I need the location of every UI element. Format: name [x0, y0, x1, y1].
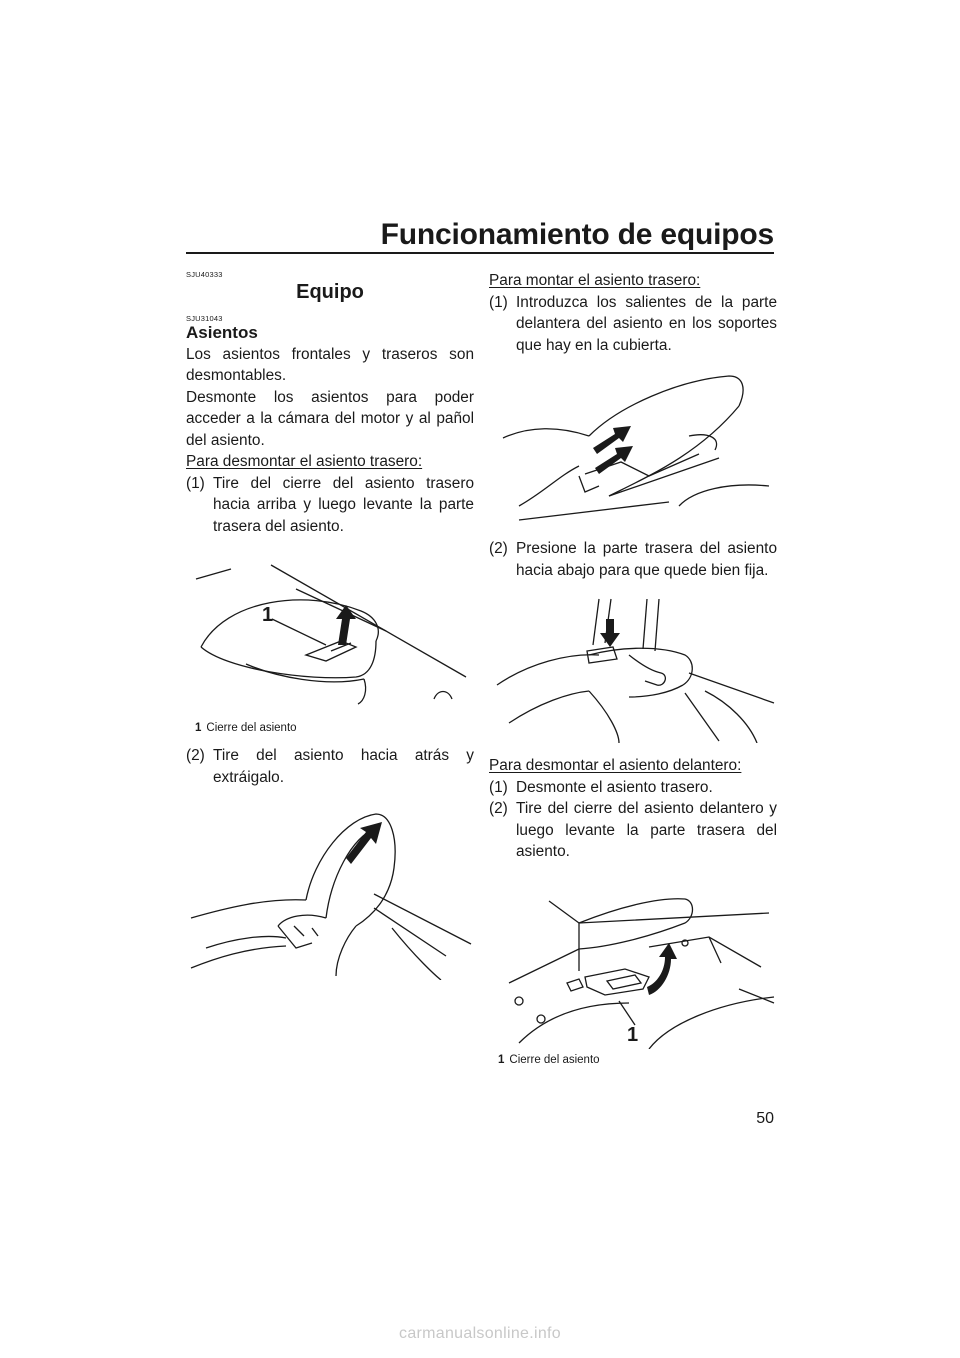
front-seat-removal-heading: Para desmontar el asiento delantero: — [489, 757, 742, 774]
rear-removal-step-1 — [186, 473, 474, 538]
step-text: Presione la parte trasera del asiento hacia abajo para que quede bien fija. — [516, 540, 777, 579]
rear-seat-pull-figure — [186, 798, 474, 980]
seat-insert-illustration — [489, 366, 777, 526]
front-seat-latch-illustration — [489, 873, 777, 1049]
seat-insert-figure — [489, 366, 777, 526]
left-column — [186, 270, 474, 980]
rear-removal-step-2 — [186, 745, 474, 788]
watermark: carmanualsonline.info — [399, 1325, 561, 1342]
title-rule — [186, 252, 774, 254]
caption-text: Cierre del asiento — [509, 1053, 600, 1066]
rear-seat-latch-illustration — [186, 559, 474, 711]
step-number: (1) — [489, 778, 508, 796]
access-paragraph: Desmonte los asientos para poder acceder a la cámara del motor y al pañol del asiento. — [186, 388, 474, 449]
front-removal-step-1 — [489, 777, 777, 799]
rear-seat-latch-figure — [186, 559, 474, 735]
caption-number: 1 — [498, 1053, 505, 1066]
install-step-1 — [489, 292, 777, 357]
step-number: (2) — [489, 800, 508, 817]
seat-press-figure — [489, 593, 777, 743]
figure-callout-number: 1 — [262, 604, 274, 626]
section-title: Equipo — [296, 281, 364, 303]
subsection-code: SJU31043 — [186, 313, 223, 323]
figure-caption — [195, 721, 474, 735]
figure-caption — [498, 1053, 777, 1067]
rear-seat-removal-heading: Para desmontar el asiento trasero: — [186, 453, 423, 470]
step-number: (1) — [489, 293, 508, 311]
right-column — [489, 270, 777, 1067]
section-code: SJU40333 — [186, 270, 223, 279]
step-text: Desmonte el asiento trasero. — [516, 778, 713, 796]
figure-callout-number: 1 — [627, 1023, 639, 1046]
step-text: Tire del cierre del asiento delantero y luego levante la parte trasera del asiento. — [516, 800, 777, 860]
caption-text: Cierre del asiento — [206, 722, 297, 734]
page-number: 50 — [756, 1110, 774, 1127]
intro-paragraph: Los asientos frontales y traseros son desmontables. — [186, 345, 474, 384]
front-seat-latch-figure — [489, 873, 777, 1067]
step-number: (2) — [489, 540, 508, 557]
step-text: Tire del cierre del asiento trasero hacia arriba y luego levante la parte trasera del asiento. — [213, 474, 474, 535]
step-text: Introduzca los salientes de la parte delantera del asiento en los soportes que hay en la cubierta. — [516, 293, 777, 354]
step-number: (2) — [186, 747, 205, 764]
rear-seat-install-heading: Para montar el asiento trasero: — [489, 272, 701, 289]
install-step-2 — [489, 538, 777, 581]
subsection-heading: Asientos — [186, 322, 258, 342]
caption-number: 1 — [195, 722, 202, 734]
rear-seat-pull-illustration — [186, 798, 474, 980]
front-removal-step-2 — [489, 798, 777, 863]
page-title: Funcionamiento de equipos — [380, 218, 774, 251]
seat-press-illustration — [489, 593, 777, 743]
step-number: (1) — [186, 474, 205, 492]
step-text: Tire del asiento hacia atrás y extráigalo. — [213, 747, 474, 786]
